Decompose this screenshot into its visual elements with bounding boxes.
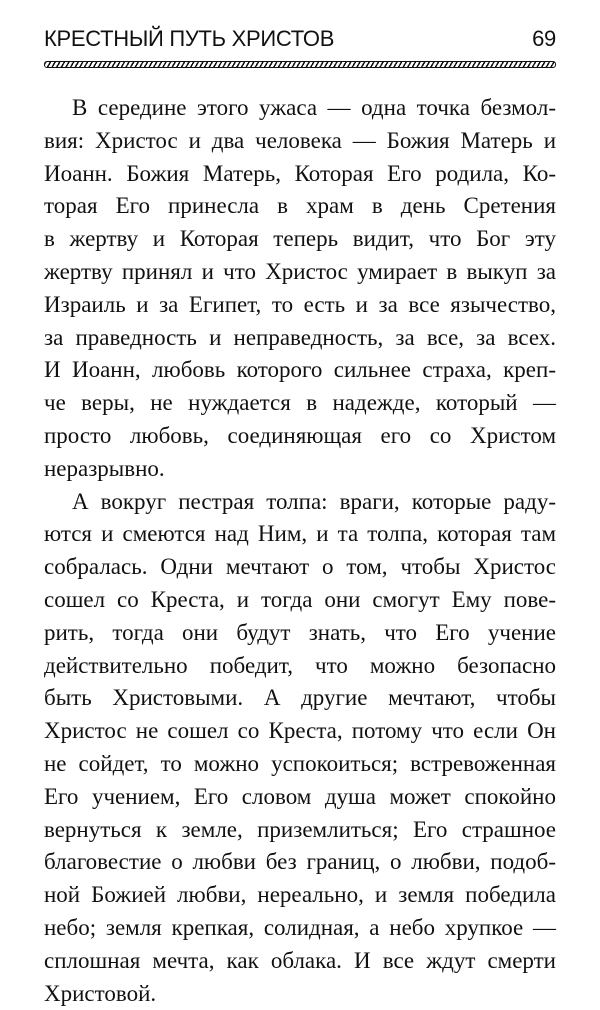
text-line: че веры, не нуждается в надежде, который —	[44, 390, 556, 416]
decorative-rope-rule	[44, 61, 556, 68]
running-header	[44, 22, 556, 52]
text-line: небо; земля крепкая, солидная, а небо хрупкое —	[44, 914, 556, 940]
text-line: Христос не сошел со Креста, потому что если Он	[44, 718, 556, 744]
text-line: И Иоанн, любовь которого сильнее страха, креп-	[44, 357, 556, 383]
text-line: вернуться к земле, приземлиться; Его страшное	[44, 816, 556, 842]
text-line: Его учением, Его словом душа может спокойно	[44, 783, 556, 809]
text-line: ются и смеются над Ним, и та толпа, которая там	[44, 521, 556, 547]
text-line: рить, тогда они будут знать, что Его учение	[44, 619, 556, 645]
text-line: А вокруг пестрая толпа: враги, которые раду-	[72, 488, 556, 514]
running-title: КРЕСТНЫЙ ПУТЬ ХРИСТОВ	[44, 26, 335, 51]
text-line: не сойдет, то можно успокоиться; встревоженная	[44, 750, 556, 776]
text-line: действительно победит, что можно безопасно	[44, 652, 556, 678]
text-line: неразрывно.	[44, 455, 165, 481]
text-line: в жертву и Которая теперь видит, что Бог эту	[44, 226, 556, 252]
text-line: вия: Христос и два человека — Божия Матерь и	[44, 127, 556, 153]
text-line: за праведность и неправедность, за все, за всех.	[44, 324, 556, 350]
text-line: жертву принял и что Христос умирает в выкуп за	[44, 258, 556, 284]
page-body	[44, 92, 556, 1010]
text-line: В середине этого ужаса — одна точка безмол-	[72, 95, 556, 120]
text-line: торая Его принесла в храм в день Сретения	[44, 193, 556, 219]
text-line: Христовой.	[44, 980, 157, 1006]
text-line: благовестие о любви без границ, о любви, подоб-	[44, 849, 556, 875]
text-line: собралась. Одни мечтают о том, чтобы Христос	[44, 554, 556, 580]
page-number: 69	[532, 26, 556, 51]
text-line: Израиль и за Египет, то есть и за все язычество,	[44, 291, 556, 317]
text-line: сплошная мечта, как облака. И все ждут смерти	[44, 947, 556, 973]
text-line: сошел со Креста, и тогда они смогут Ему пове-	[44, 586, 556, 612]
text-line: Иоанн. Божия Матерь, Которая Его родила, Ко-	[44, 160, 556, 186]
text-line: ной Божией любви, нереально, и земля победила	[44, 882, 556, 908]
text-line: просто любовь, соединяющая его со Христом	[44, 422, 556, 448]
text-line: быть Христовыми. А другие мечтают, чтобы	[44, 685, 556, 711]
